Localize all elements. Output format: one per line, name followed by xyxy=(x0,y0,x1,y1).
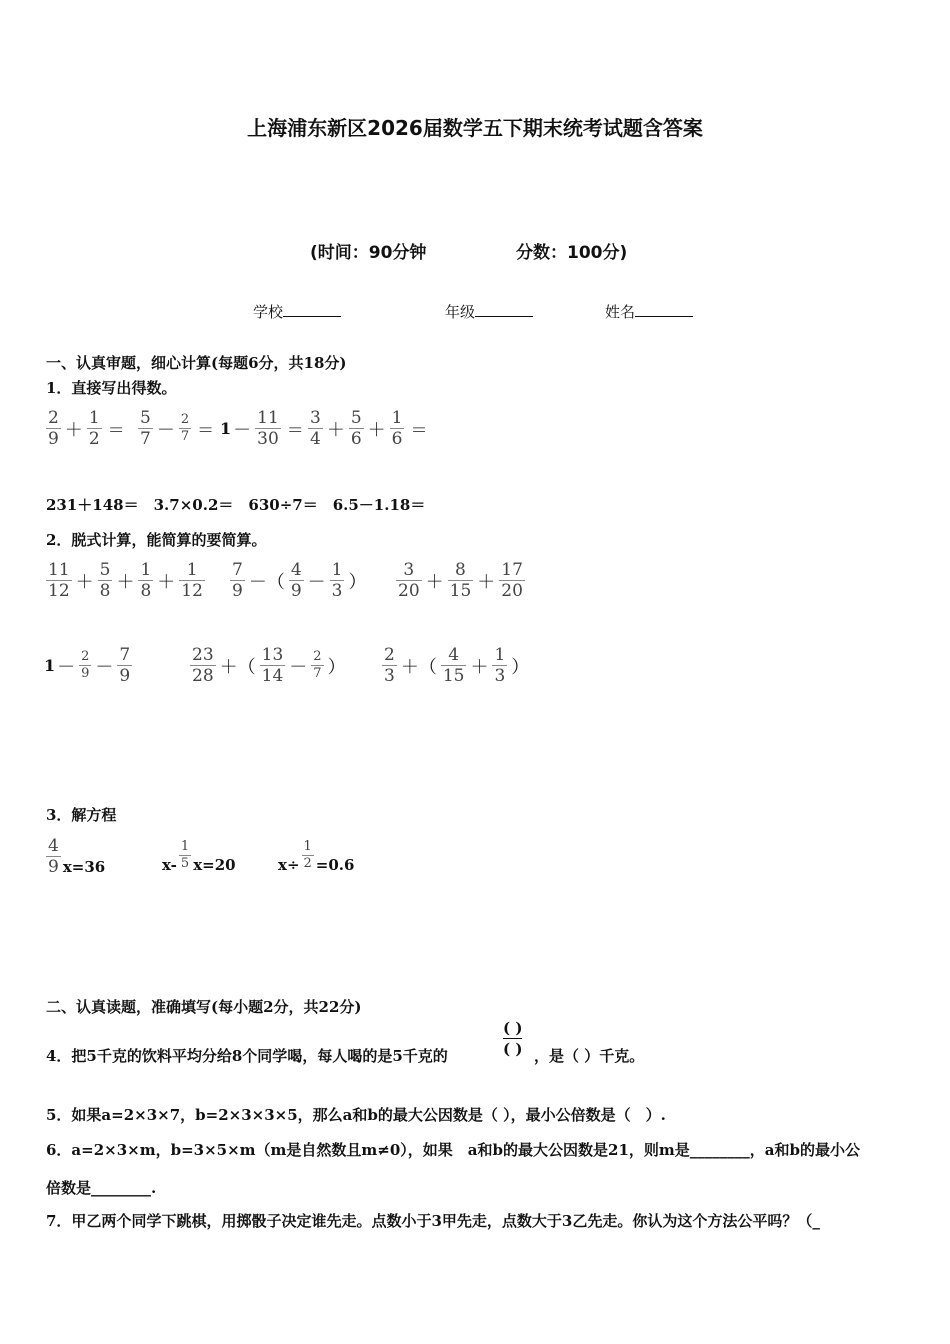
fraction: $\frac{2}{9}$ xyxy=(81,649,90,681)
q3-eq-3: x÷ $\frac{1}{2}$ =0.6 xyxy=(278,838,355,874)
page-title: 上海浦东新区2026届数学五下期末统考试题含答案 xyxy=(247,116,703,140)
fraction: $\frac{4}{9}$ xyxy=(290,560,302,601)
fraction: $\frac{2}{7}$ xyxy=(313,649,322,681)
fraction: $\frac{3}{20}$ xyxy=(398,560,420,601)
fraction: $\frac{13}{14}$ xyxy=(261,645,284,686)
q2-expr-2: $\frac{7}{9}$ －（ $\frac{4}{9}$ － $\frac{1}{3}$ ） xyxy=(232,560,367,601)
fraction: $\frac{11}{30}$ xyxy=(257,408,279,449)
q2-label: 2．脱式计算，能简算的要简算。 xyxy=(46,531,267,549)
q5-text: 5．如果a=2×3×7，b=2×3×3×5，那么a和b的最大公因数是（ ），最小公倍数是（ ）. xyxy=(46,1106,666,1124)
fraction: $\frac{2}{9}$ xyxy=(48,408,59,449)
fraction: $\frac{8}{15}$ xyxy=(449,560,472,601)
fraction: $\frac{1}{3}$ xyxy=(494,645,506,686)
q6-line1: 6．a=2×3×m，b=3×5×m（m是自然数且m≠0），如果 a和b的最大公因数是21，则m是________，a和b的最小公 xyxy=(46,1141,860,1159)
q7-text: 7．甲乙两个同学下跳棋，用掷骰子决定谁先走。点数小于3甲先走，点数大于3乙先走。你认为这个方法公平吗？（_ xyxy=(46,1212,820,1230)
q1-expr-a: $\frac{2}{9}$ ＋ $\frac{1}{2}$ ＝ xyxy=(48,408,125,449)
section2-heading: 二、认真读题，准确填写(每小题2分，共22分) xyxy=(46,998,362,1016)
fraction: $\frac{2}{7}$ xyxy=(180,412,190,444)
fraction: $\frac{3}{4}$ xyxy=(310,408,321,449)
fraction: $\frac{2}{3}$ xyxy=(384,645,395,686)
section1-heading: 一、认真审题，细心计算(每题6分，共18分) xyxy=(46,354,347,372)
q3-eq-2: x- $\frac{1}{5}$ x=20 xyxy=(162,838,236,874)
exam-score: 分数：100分) xyxy=(516,243,628,263)
fraction: $\frac{1}{12}$ xyxy=(181,560,203,601)
fraction: $\frac{1}{2}$ xyxy=(88,408,100,449)
fraction: $\frac{4}{15}$ xyxy=(442,645,465,686)
q2-expr-5: $\frac{23}{28}$ ＋（ $\frac{13}{14}$ － $\frac{2}{7}$ ） xyxy=(192,645,346,686)
q3-eq-1: $\frac{4}{9}$ x=36 xyxy=(48,836,106,877)
exam-time: (时间：90分钟 xyxy=(310,243,427,263)
q1-line2: 231＋148＝ 3.7×0.2＝ 630÷7＝ 6.5－1.18＝ xyxy=(46,496,426,514)
school-label: 学校 xyxy=(253,303,284,321)
q4-tail: ，是（ ）千克。 xyxy=(534,1047,645,1065)
fraction: $\frac{4}{9}$ xyxy=(48,836,59,877)
fraction: $\frac{5}{7}$ xyxy=(140,408,151,449)
q2-expr-4: 1 － $\frac{2}{9}$ － $\frac{7}{9}$ xyxy=(44,645,131,686)
fraction: $\frac{11}{12}$ xyxy=(48,560,70,601)
name-label: 姓名 xyxy=(605,303,636,321)
q4-fraction-blank[interactable]: ( ) ( ) xyxy=(503,1019,523,1058)
fraction: $\frac{1}{2}$ xyxy=(303,838,312,871)
q4-text: 4．把5千克的饮料平均分给8个同学喝，每人喝的是5千克的 xyxy=(46,1047,448,1065)
q1-expr-b: $\frac{5}{7}$ － $\frac{2}{7}$ ＝ xyxy=(140,408,215,449)
q2-expr-1: $\frac{11}{12}$ ＋ $\frac{5}{8}$ ＋ $\frac{1}{8}$ ＋ $\frac{1}{12}$ xyxy=(48,560,203,601)
fraction: $\frac{1}{5}$ xyxy=(180,838,190,871)
q2-expr-6: $\frac{2}{3}$ ＋（ $\frac{4}{15}$ ＋ $\frac{1}{3}$ ） xyxy=(384,645,530,686)
fraction: $\frac{1}{3}$ xyxy=(331,560,343,601)
q1-expr-c: 1 － $\frac{11}{30}$ ＝ xyxy=(220,408,304,449)
q1-expr-d: $\frac{3}{4}$ ＋ $\frac{5}{6}$ ＋ $\frac{1}{6}$ ＝ xyxy=(310,408,428,449)
q3-label: 3．解方程 xyxy=(46,806,117,824)
fraction: $\frac{1}{8}$ xyxy=(140,560,152,601)
fraction: $\frac{7}{9}$ xyxy=(119,645,131,686)
fraction: $\frac{23}{28}$ xyxy=(192,645,214,686)
q1-label: 1．直接写出得数。 xyxy=(46,379,177,397)
grade-field[interactable] xyxy=(445,301,533,322)
grade-label: 年级 xyxy=(445,303,476,321)
q2-expr-3: $\frac{3}{20}$ ＋ $\frac{8}{15}$ ＋ $\frac{17}{20}$ xyxy=(398,560,523,601)
fraction: $\frac{5}{8}$ xyxy=(99,560,111,601)
fraction: $\frac{1}{6}$ xyxy=(391,408,403,449)
fraction: $\frac{5}{6}$ xyxy=(350,408,362,449)
fraction: $\frac{7}{9}$ xyxy=(232,560,243,601)
q6-line2: 倍数是________. xyxy=(46,1179,157,1197)
school-field[interactable] xyxy=(253,301,341,322)
fraction: $\frac{17}{20}$ xyxy=(501,560,523,601)
name-field[interactable] xyxy=(605,301,693,322)
